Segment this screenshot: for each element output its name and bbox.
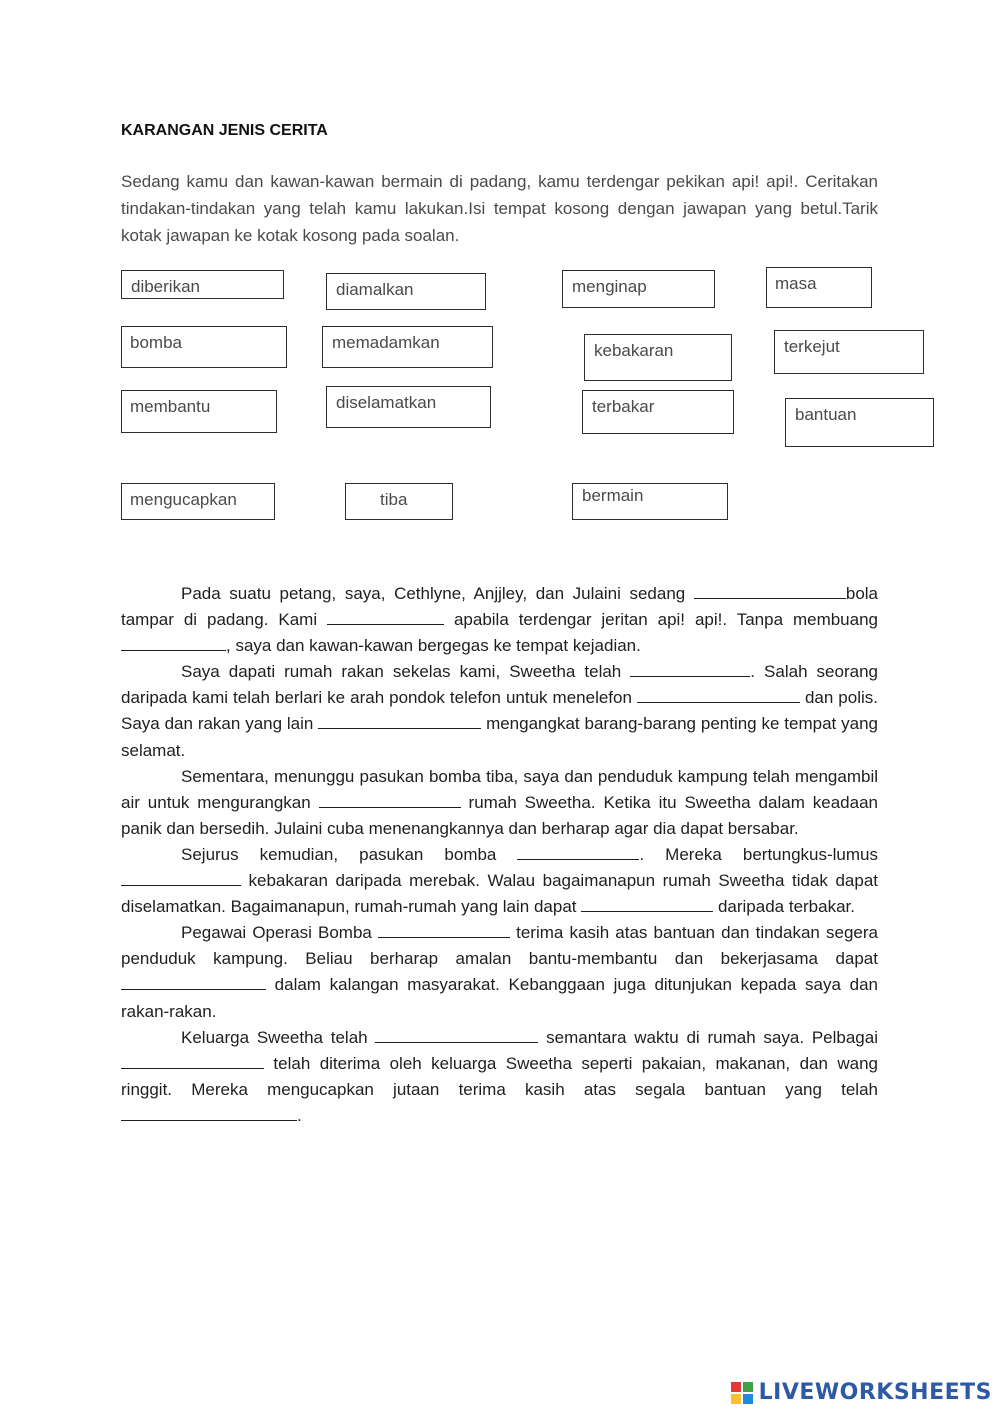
answer-blank[interactable] xyxy=(121,634,226,651)
word-label: terkejut xyxy=(784,337,840,356)
answer-blank[interactable] xyxy=(121,973,266,990)
answer-blank[interactable] xyxy=(694,582,846,599)
word-box-memadamkan[interactable] xyxy=(322,326,493,368)
word-label: bomba xyxy=(130,333,182,352)
word-box-diamalkan[interactable] xyxy=(326,273,486,310)
answer-blank[interactable] xyxy=(637,686,800,703)
answer-blank[interactable] xyxy=(121,1104,297,1121)
word-label: menginap xyxy=(572,277,647,296)
word-box-bomba[interactable] xyxy=(121,326,287,368)
answer-blank[interactable] xyxy=(318,712,481,729)
story-paragraph-4: Sejurus kemudian, pasukan bomba . Mereka bertungkus-lumus kebakaran daripada merebak. Walau bagaimanapun rumah Sweetha tidak dapat diselamatkan. Bagaimanapun, rumah-rumah yang lain dapat daripada terbakar. xyxy=(121,844,878,917)
word-box-tiba[interactable] xyxy=(345,483,453,520)
word-label: diselamatkan xyxy=(336,393,437,412)
word-label: masa xyxy=(775,274,817,293)
answer-blank[interactable] xyxy=(581,895,713,912)
story-paragraph-6: Keluarga Sweetha telah semantara waktu di rumah saya. Pelbagai telah diterima oleh keluarga Sweetha seperti pakaian, makanan, dan wang ringgit. Mereka mengucapkan jutaan terima kasih atas segala bantuan yang telah . xyxy=(121,1027,878,1125)
logo-text: LIVEWORKSHEETS xyxy=(758,1380,992,1405)
answer-blank[interactable] xyxy=(121,1052,264,1069)
word-label: diamalkan xyxy=(336,280,414,299)
word-label: kebakaran xyxy=(594,341,674,360)
answer-blank[interactable] xyxy=(375,1026,538,1043)
word-box-terbakar[interactable] xyxy=(582,390,734,434)
word-box-bermain[interactable] xyxy=(572,483,728,520)
answer-blank[interactable] xyxy=(630,660,750,677)
word-label: mengucapkan xyxy=(130,490,237,509)
word-label: bantuan xyxy=(795,405,857,424)
story-paragraph-1: Pada suatu petang, saya, Cethlyne, Anjjley, dan Julaini sedang bola tampar di padang. Kami apabila terdengar jeritan api! api!. Tanpa membuang , saya dan kawan-kawan bergegas ke tempat kejadian. xyxy=(121,584,878,656)
liveworksheets-mark-icon xyxy=(731,1382,753,1404)
word-label: tiba xyxy=(380,490,408,509)
answer-blank[interactable] xyxy=(319,791,461,808)
answer-blank[interactable] xyxy=(378,921,510,938)
word-box-menginap[interactable] xyxy=(562,270,715,308)
word-box-diberikan[interactable] xyxy=(121,270,284,299)
word-box-masa[interactable] xyxy=(766,267,872,308)
answer-blank[interactable] xyxy=(517,843,639,860)
word-label: membantu xyxy=(130,397,211,416)
instructions-text: Sedang kamu dan kawan-kawan bermain di padang, kamu terdengar pekikan api! api!. Ceritakan tindakan-tindakan yang telah kamu lakukan.Isi tempat kosong dengan jawapan yang betul.Tarik kotak jawapan ke kotak kosong pada soalan. xyxy=(121,172,878,245)
word-label: bermain xyxy=(582,486,644,505)
answer-blank[interactable] xyxy=(121,869,241,886)
word-box-bantuan[interactable] xyxy=(785,398,934,447)
word-label: diberikan xyxy=(131,277,200,296)
story-text xyxy=(121,581,878,1129)
story-paragraph-5: Pegawai Operasi Bomba terima kasih atas bantuan dan tindakan segera penduduk kampung. Beliau berharap amalan bantu-membantu dan bekerjasama dapat dalam kalangan masyarakat. Kebanggaan juga ditunjukan kepada saya dan rakan-rakan. xyxy=(121,923,878,1021)
word-box-diselamatkan[interactable] xyxy=(326,386,491,428)
answer-blank[interactable] xyxy=(327,608,444,625)
story-paragraph-2: Saya dapati rumah rakan sekelas kami, Sweetha telah . Salah seorang daripada kami telah berlari ke arah pondok telefon untuk menelefon dan polis. Saya dan rakan yang lain mengangkat barang-barang penting ke tempat yang selamat. xyxy=(121,662,878,760)
word-box-mengucapkan[interactable] xyxy=(121,483,275,520)
word-label: memadamkan xyxy=(332,333,440,352)
liveworksheets-logo xyxy=(731,1380,992,1405)
worksheet-title: KARANGAN JENIS CERITA xyxy=(121,122,328,139)
word-label: terbakar xyxy=(592,397,655,416)
word-box-terkejut[interactable] xyxy=(774,330,924,374)
word-box-membantu[interactable] xyxy=(121,390,277,433)
story-paragraph-3: Sementara, menunggu pasukan bomba tiba, saya dan penduduk kampung telah mengambil air untuk mengurangkan rumah Sweetha. Ketika itu Sweetha dalam keadaan panik dan bersedih. Julaini cuba menenangkannya dan berharap agar dia dapat bersabar. xyxy=(121,766,878,838)
word-box-kebakaran[interactable] xyxy=(584,334,732,381)
